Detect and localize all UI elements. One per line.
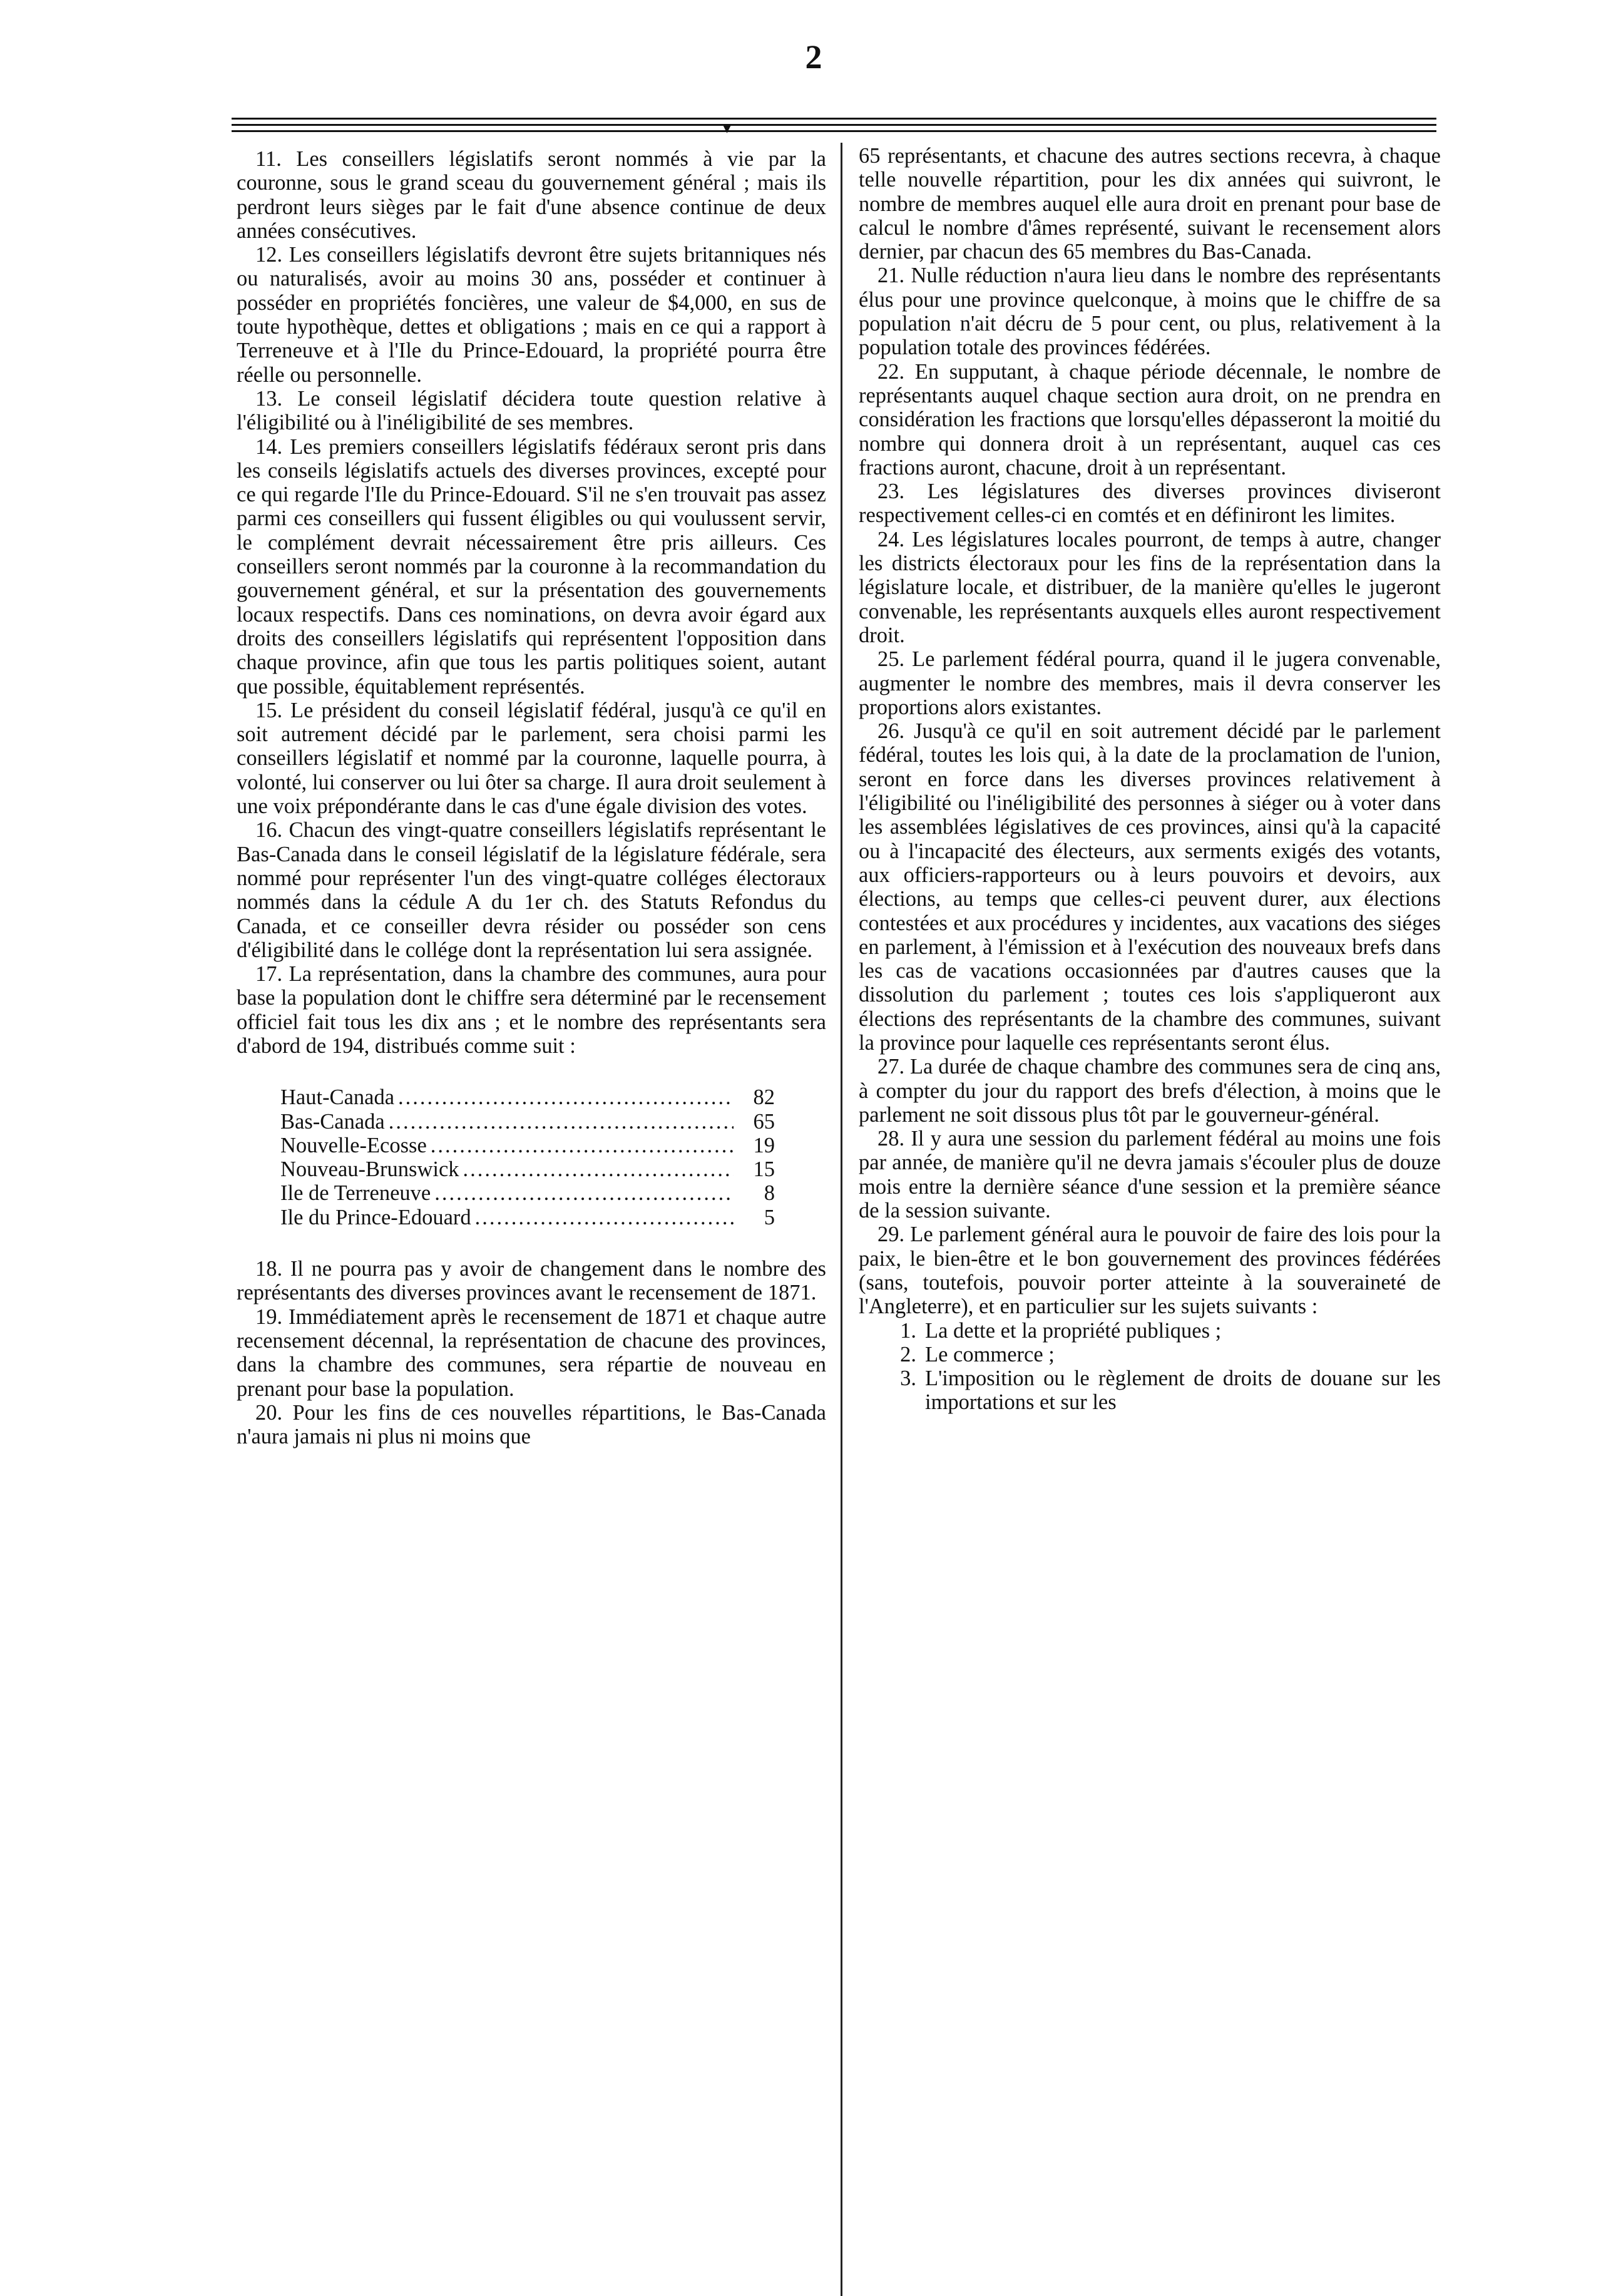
article-14: 14. Les premiers conseillers législatifs fédéraux seront pris dans les conseils législatifs actuels des diverses provinces, excepté pour ce qui regarde l'Ile du Prince-Edouard. S'il ne s'en trouvait pas assez parmi ces conseillers qui fussent éligibles ou qui voulussent servir, le complément devrait nécessairement être pris ailleurs. Ces conseillers seront nommés par la couronne à la recommandation du gouvernement général, et sur la présentation des gouvernements locaux respectifs. Dans ces nominations, on devra avoir égard aux droits des conseillers législatifs qui représentent l'opposition dans chaque province, afin que tous les partis politiques soient, autant que possible, équitablement représentés. — [237, 434, 826, 699]
seat-count: 8 — [764, 1181, 775, 1206]
subject-number: 1. — [900, 1318, 916, 1343]
seat-count: 15 — [753, 1157, 775, 1182]
province-name: Bas-Canada — [280, 1109, 385, 1134]
list-item — [859, 1366, 1441, 1415]
seat-count: 82 — [753, 1085, 775, 1110]
article-26: 26. Jusqu'à ce qu'il en soit autrement décidé par le parlement fédéral, toutes les lois qui, à la date de la proclamation de l'union, seront en force dans les diverses provinces relativement à l'éligibilité ou l'inéligibilité des personnes à siéger ou à voter dans les assemblées législatives de ces provinces, ainsi qu'à la capacité ou à l'incapacité des électeurs, aux serments exigés des votants, aux officiers-rapporteurs ou à leurs pouvoirs et devoirs, aux élections, au temps que celles-ci peuvent durer, aux élections contestées et aux procédures y incidentes, aux vacations des siéges en parlement, à l'émission et à l'exécution des nouveaux brefs dans les cas de vacations occasionnées par d'autres causes que la dissolution du parlement ; toutes ces lois s'appliqueront aux élections des représentants de la chambre des communes, suivant la province pour laquelle ces représentants seront élus. — [859, 719, 1441, 1055]
subject-text: L'imposition ou le règlement de droits de douane sur les importations et sur les — [925, 1366, 1441, 1415]
table-row — [280, 1206, 775, 1229]
province-name: Nouveau-Brunswick — [280, 1157, 459, 1182]
leader-dots — [434, 1181, 734, 1205]
article-13: 13. Le conseil législatif décidera toute question relative à l'éligibilité ou à l'inéligibilité de ses membres. — [237, 386, 826, 435]
subject-text: Le commerce ; — [925, 1342, 1055, 1366]
article-16: 16. Chacun des vingt-quatre conseillers législatifs représentant le Bas-Canada dans le conseil législatif de la législature fédérale, sera nommé pour représenter l'un des vingt-quatre colléges électoraux nommés dans la cédule A du 1er ch. des Statuts Refondus du Canada, et ce conseiller devra résider ou posséder son cens d'éligibilité dans le collége dont la représentation lui sera assignée. — [237, 818, 826, 962]
seat-count: 65 — [753, 1109, 775, 1134]
article-27: 27. La durée de chaque chambre des communes sera de cinq ans, à compter du jour du rapport des brefs d'élection, à moins que le parlement ne soit dissous plus tôt par le gouverneur-général. — [859, 1055, 1441, 1127]
article-19: 19. Immédiatement après le recensement de 1871 et chaque autre recensement décennal, la représentation de chacune des provinces, dans la chambre des communes, sera répartie de nouveau en prenant pour base la population. — [237, 1304, 826, 1401]
representation-table — [280, 1085, 775, 1229]
article-28: 28. Il y aura une session du parlement fédéral au moins une fois par année, de manière qu'il ne devra jamais s'écouler plus de douze mois entre la dernière séance d'une session et la première séance de la session suivante. — [859, 1127, 1441, 1223]
article-23: 23. Les législatures des diverses provinces diviseront respectivement celles-ci en comtés et en définiront les limites. — [859, 479, 1441, 528]
article-25: 25. Le parlement fédéral pourra, quand il le jugera convenable, augmenter le nombre des membres, mais il devra conserver les proportions alors existantes. — [859, 647, 1441, 719]
leader-dots — [475, 1206, 734, 1229]
article-22: 22. En supputant, à chaque période décennale, le nombre de représentants auquel chaque section aura droit, on ne prendra en considération les fractions que lorsqu'elles dépasseront la moitié du nombre qui donnera droit à un représentant, auquel cas ces fractions auront, chacune, droit à un représentant. — [859, 359, 1441, 479]
leader-dots — [389, 1110, 734, 1134]
subject-text: La dette et la propriété publiques ; — [925, 1318, 1222, 1343]
right-column — [859, 144, 1441, 1415]
article-20-continued: 65 représentants, et chacune des autres sections recevra, à chaque telle nouvelle répartition, pour les dix années qui suivront, le nombre de membres auquel elle aura droit en prenant pour base de calcul le nombre d'âmes représenté, suivant le recensement alors dernier, par chacun des 65 membres du Bas-Canada. — [859, 144, 1441, 264]
subject-number: 2. — [900, 1342, 916, 1366]
table-row — [280, 1157, 775, 1181]
province-name: Haut-Canada — [280, 1085, 395, 1110]
leader-dots — [463, 1157, 734, 1181]
header-rule-bottom — [232, 130, 1436, 132]
province-name: Ile de Terreneuve — [280, 1181, 431, 1206]
table-row — [280, 1134, 775, 1157]
subject-number: 3. — [900, 1366, 916, 1391]
header-rule-top — [232, 118, 1436, 120]
header-ornament: ▾ — [723, 119, 732, 137]
column-divider — [841, 143, 842, 2296]
province-name: Ile du Prince-Edouard — [280, 1205, 471, 1229]
leader-dots — [431, 1134, 734, 1157]
article-11: 11. Les conseillers législatifs seront nommés à vie par la couronne, sous le grand sceau du gouvernement général ; mais ils perdront leurs sièges par le fait d'une absence continue de deux années consécutives. — [237, 147, 826, 243]
article-17: 17. La représentation, dans la chambre des communes, aura pour base la population dont le chiffre sera déterminé par le recensement officiel fait tous les dix ans ; et le nombre des représentants sera d'abord de 194, distribués comme suit : — [237, 962, 826, 1058]
list-item — [859, 1343, 1441, 1366]
table-row — [280, 1181, 775, 1205]
list-item — [859, 1319, 1441, 1343]
subjects-list — [859, 1319, 1441, 1415]
article-24: 24. Les législatures locales pourront, de temps à autre, changer les districts électoraux pour les fins de la représentation dans la législature locale, et distribuer, de la manière qu'elles le jugeront convenable, les représentants auxquels elles auront respectivement droit. — [859, 527, 1441, 647]
article-21: 21. Nulle réduction n'aura lieu dans le nombre des représentants élus pour une province quelconque, à moins que le chiffre de sa population n'ait décru de 5 pour cent, ou plus, relativement à la population totale des provinces fédérées. — [859, 264, 1441, 360]
seat-count: 19 — [753, 1133, 775, 1157]
header-rule-middle — [232, 124, 1436, 126]
province-name: Nouvelle-Ecosse — [280, 1133, 427, 1157]
article-12: 12. Les conseillers législatifs devront être sujets britanniques nés ou naturalisés, avoir au moins 30 ans, posséder et continuer à posséder en propriétés foncières, une valeur de $4,000, en sus de toute hypothèque, dettes et obligations ; mais en ce qui a rapport à Terreneuve et à l'Ile du Prince-Edouard, la propriété pourra être réelle ou personnelle. — [237, 243, 826, 387]
leader-dots — [398, 1085, 734, 1109]
article-18: 18. Il ne pourra pas y avoir de changement dans le nombre des représentants des diverses provinces avant le recensement de 1871. — [237, 1257, 826, 1305]
table-row — [280, 1085, 775, 1109]
article-15: 15. Le président du conseil législatif fédéral, jusqu'à ce qu'il en soit autrement décidé par le parlement, sera choisi parmi les conseillers législatif et nommé par la couronne, laquelle pourra, à volonté, lui conserver ou lui ôter sa charge. Il aura droit seulement à une voix prépondérante dans le cas d'une égale division des votes. — [237, 698, 826, 819]
page-number: 2 — [805, 38, 822, 76]
article-29: 29. Le parlement général aura le pouvoir de faire des lois pour la paix, le bien-être et le bon gouvernement des provinces fédérées (sans, toutefois, pouvoir porter atteinte à la souveraineté de l'Angleterre), et en particulier sur les sujets suivants : — [859, 1222, 1441, 1319]
article-20: 20. Pour les fins de ces nouvelles répartitions, le Bas-Canada n'aura jamais ni plus ni moins que — [237, 1400, 826, 1449]
table-row — [280, 1110, 775, 1134]
left-column — [237, 147, 826, 1448]
seat-count: 5 — [764, 1205, 775, 1229]
